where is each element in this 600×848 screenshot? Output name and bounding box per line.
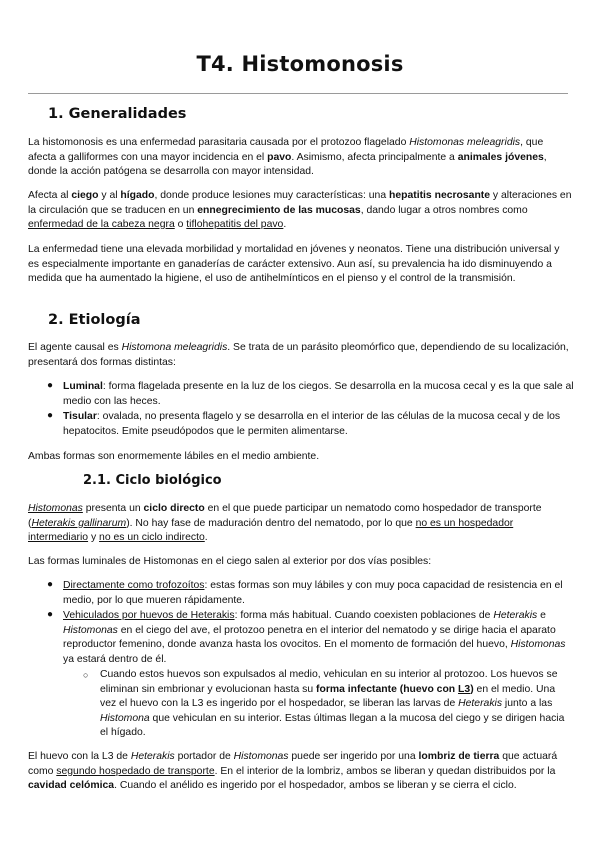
bullet-icon: ● [47, 410, 54, 421]
title-divider [28, 93, 568, 94]
paragraph-ciclo-2: Las formas luminales de Histomonas en el ciego salen al exterior por dos vías posibles: [28, 556, 432, 567]
paragraph-etiologia-2: Ambas formas son enormemente lábiles en el medio ambiente. [28, 451, 320, 462]
bullet-icon: ● [47, 380, 54, 391]
section-heading-generalidades: 1. Generalidades [48, 106, 187, 122]
list-item-luminal: Luminal: forma flagelada presente en la luz de los ciegos. Se desarrolla en la mucosa cecal y es la que sale al medio con las heces. [63, 381, 574, 407]
page-title: T4. Histomonosis [196, 52, 404, 76]
sub-bullet-icon: ○ [83, 670, 89, 680]
paragraph-etiologia-1: El agente causal es Histomona meleagridis. Se trata de un parásito pleomórfico que, dependiendo de su localización, presentará dos formas distintas: [28, 342, 569, 368]
paragraph-ciclo-1: Histomonas presenta un ciclo directo en el que puede participar un nematodo como hospedador de transporte (Heterakis gallinarum). No hay fase de maduración dentro del nematodo, por lo que no es un hospedador intermediario y no es un ciclo indirecto. [28, 503, 542, 543]
list-item-trofozoitos: Directamente como trofozoítos: estas formas son muy lábiles y con muy poca capacidad de resistencia en el medio, por lo que mueren rápidamente. [63, 580, 563, 606]
bullet-icon: ● [47, 579, 54, 590]
sub-list-item-huevos: Cuando estos huevos son expulsados al medio, vehiculan en su interior al protozoo. Los huevos se eliminan sin embrionar y evolucionan hasta su forma infectante (huevo con L3) en el medio. Una vez el huevo con la L3 es ingerido por el hospedador, se liberan las larvas de Heterakis junto a las Histomona que vehiculan en su interior. Estas últimas llegan a la mucosa del ciego y se dirigen hacia el hígado. [100, 669, 565, 738]
paragraph-generalidades-1: La histomonosis es una enfermedad parasitaria causada por el protozoo flagelado Histomonas meleagridis, que afecta a galliformes con una mayor incidencia en el pavo. Asimismo, afecta principalmente a animales jóvenes, donde la acción patógena se desarrolla con mayor intensidad. [28, 137, 547, 177]
bullet-icon: ● [47, 609, 54, 620]
paragraph-generalidades-3: La enfermedad tiene una elevada morbilidad y mortalidad en jóvenes y neonatos. Tiene una distribución universal y es especialmente importante en ganaderías de carácter extensivo. Aun así, su prevalencia ha ido disminuyendo a medida que ha aumentado la higiene, el uso de antihelmínticos en el pienso y el control de la transmisión. [28, 244, 560, 284]
paragraph-generalidades-2: Afecta al ciego y al hígado, donde produce lesiones muy características: una hepatitis necrosante y alteraciones en la circulación que se traducen en un ennegrecimiento de las mucosas, dando lugar a otros nombres como enfermedad de la cabeza negra o tiflohepatitis del pavo. [28, 190, 572, 230]
section-heading-etiologia: 2. Etiología [48, 312, 141, 328]
list-item-tisular: Tisular: ovalada, no presenta flagelo y se desarrolla en el interior de las células de la mucosa cecal y de los hepatocitos. Emite pseudópodos que le permiten alimentarse. [63, 411, 561, 437]
paragraph-ciclo-3: El huevo con la L3 de Heterakis portador de Histomonas puede ser ingerido por una lombriz de tierra que actuará como segundo hospedado de transporte. En el interior de la lombriz, ambos se liberan y quedan distribuidos por la cavidad celómica. Cuando el anélido es ingerido por el hospedador, ambos se liberan y se cierra el ciclo. [28, 751, 558, 791]
subsection-heading-ciclo-biologico: 2.1. Ciclo biológico [83, 473, 222, 488]
list-item-heterakis: Vehiculados por huevos de Heterakis: forma más habitual. Cuando coexisten poblaciones de Heterakis e Histomonas en el ciego del ave, el protozoo penetra en el interior del nematodo y se dirige hacia el aparato reproductor femenino, donde avanza hasta los ovocitos. En el momento de formación del huevo, Histomonas ya estará dentro de él. [63, 610, 566, 665]
